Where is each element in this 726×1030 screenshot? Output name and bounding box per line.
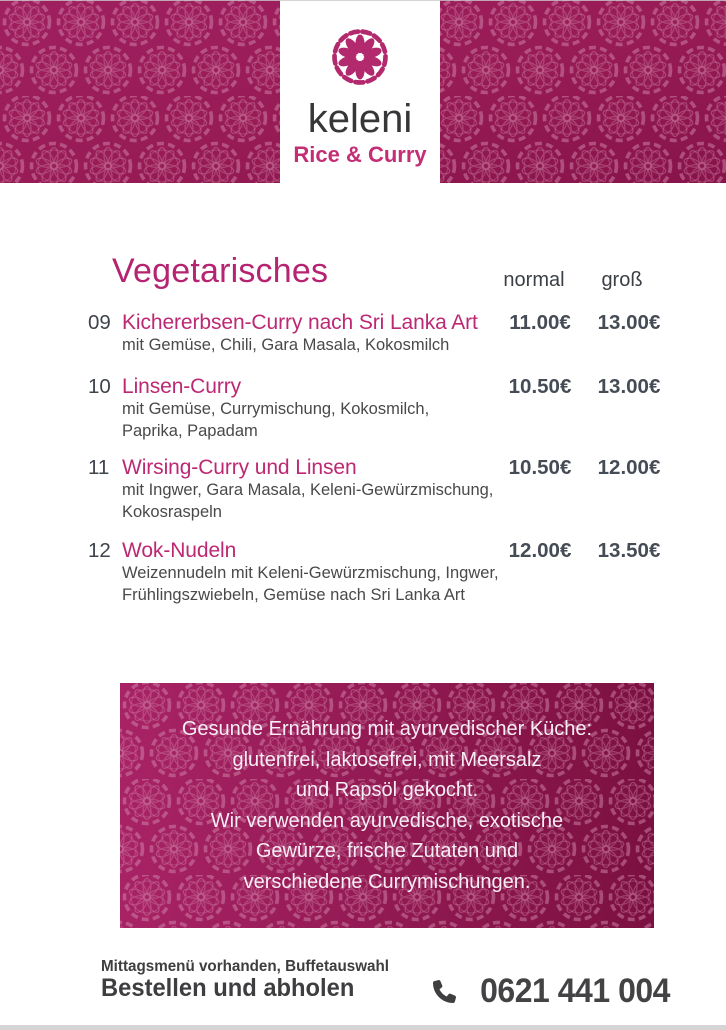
menu-item [0, 538, 726, 608]
item-number: 12 [88, 539, 111, 562]
phone-number[interactable]: 0621 441 004 [480, 972, 670, 1010]
column-header-normal: normal [503, 269, 565, 291]
phone-icon [433, 980, 456, 1003]
info-line: Gesunde Ernährung mit ayurvedischer Küche: [181, 718, 593, 740]
item-description [122, 335, 449, 357]
description-line: mit Gemüse, Chili, Gara Masala, Kokosmilch [122, 336, 450, 354]
info-text [120, 683, 654, 928]
header-banner [0, 0, 726, 183]
description-line: Kokosraspeln [122, 502, 222, 521]
footer-order-line: Bestellen und abholen [101, 974, 355, 1002]
item-description [122, 563, 499, 606]
menu-item [0, 374, 726, 444]
info-line: Gewürze, frische Zutaten und [255, 840, 519, 862]
info-line: und Rapsöl gekocht. [295, 779, 479, 801]
ayurveda-info-box [120, 683, 654, 928]
description-line: mit Ingwer, Gara Masala, Keleni-Gewürzmischung, [122, 481, 494, 499]
item-name: Wok-Nudeln [122, 539, 237, 562]
page-top-edge [0, 0, 726, 1]
price-normal: 10.50€ [508, 456, 572, 479]
description-line: mit Gemüse, Currymischung, Kokosmilch, [122, 400, 430, 418]
price-gross: 13.00€ [597, 375, 661, 398]
item-name: Wirsing-Curry und Linsen [122, 456, 357, 479]
column-header-gross: groß [601, 269, 643, 291]
description-line: Weizennudeln mit Keleni-Gewürzmischung, Ingwer, [122, 564, 499, 582]
price-normal: 12.00€ [508, 539, 572, 562]
item-number: 09 [88, 311, 111, 334]
description-line: Paprika, Papadam [122, 421, 258, 440]
info-line: Wir verwenden ayurvedische, exotische [210, 809, 564, 832]
item-name: Kichererbsen-Curry nach Sri Lanka Art [122, 311, 478, 334]
section-title: Vegetarisches [112, 252, 329, 290]
page-bottom-edge [0, 1025, 726, 1030]
item-number: 10 [88, 375, 111, 398]
lotus-mandala-icon [326, 23, 394, 91]
item-description [122, 399, 429, 442]
price-normal: 10.50€ [508, 375, 572, 398]
item-description [122, 480, 493, 523]
info-line: glutenfrei, laktosefrei, mit Meersalz [232, 748, 542, 771]
brand-panel [280, 0, 440, 183]
price-normal: 11.00€ [509, 311, 571, 334]
brand-tagline: Rice & Curry [293, 142, 427, 167]
description-line: Frühlingszwiebeln, Gemüse nach Sri Lanka Art [122, 585, 466, 604]
item-number: 11 [88, 456, 110, 479]
info-line: verschiedene Currymischungen. [243, 870, 531, 893]
phone-contact[interactable] [0, 971, 670, 1011]
price-gross: 13.00€ [597, 311, 661, 334]
item-name: Linsen-Curry [122, 375, 242, 398]
menu-item [0, 310, 726, 380]
price-gross: 13.50€ [597, 539, 661, 562]
price-gross: 12.00€ [597, 456, 661, 479]
footer-buffet-line: Mittagsmenü vorhanden, Buffetauswahl [101, 958, 389, 975]
menu-item [0, 455, 726, 525]
brand-name: keleni [307, 97, 413, 141]
